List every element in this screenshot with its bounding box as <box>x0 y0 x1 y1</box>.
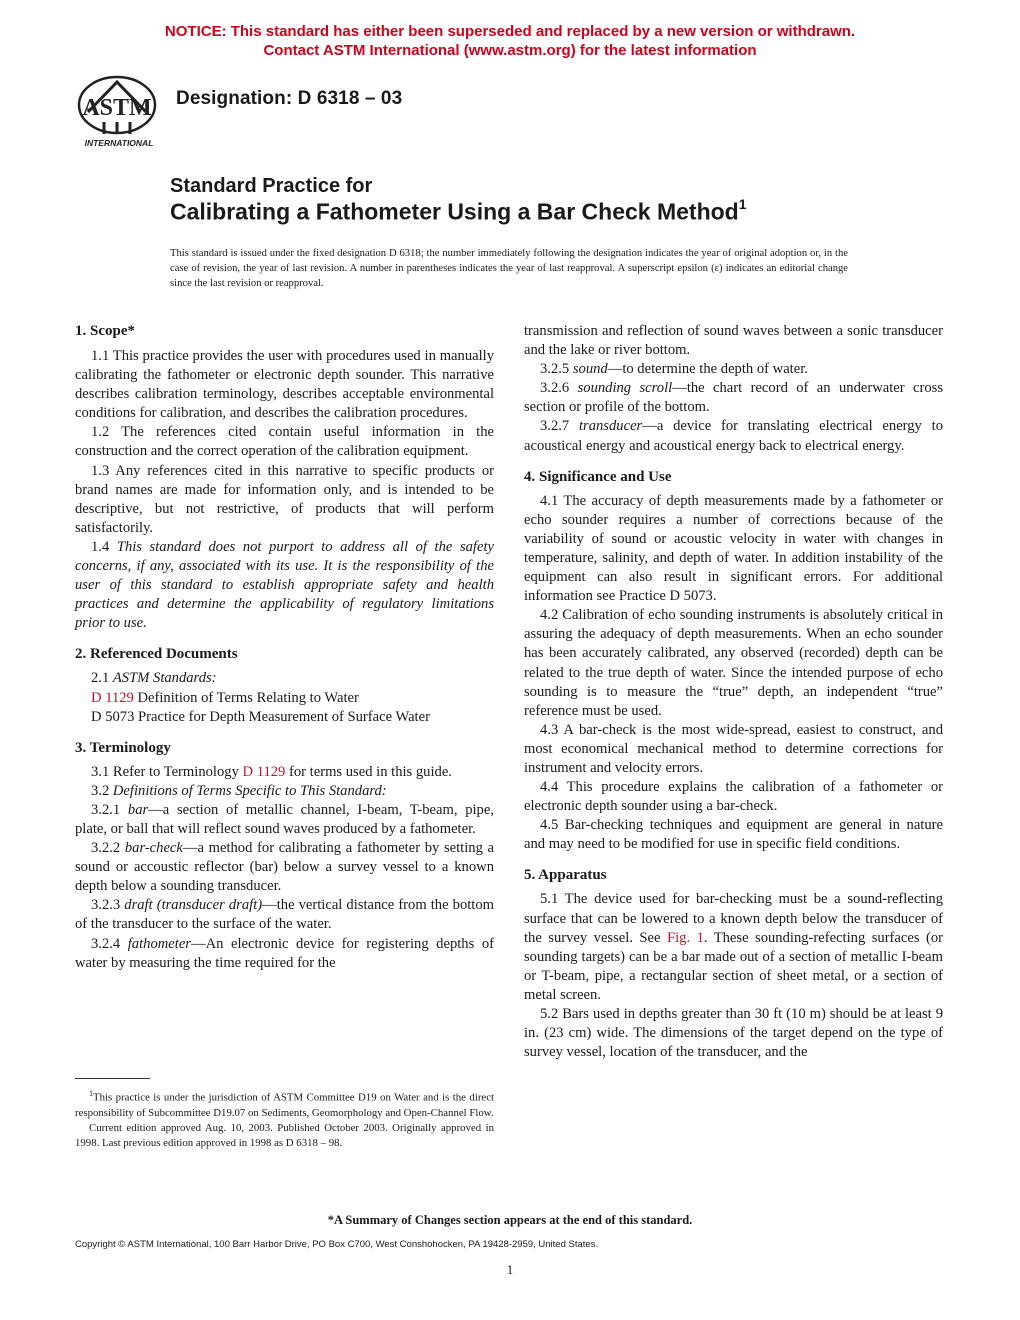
logo-letters: ASTM <box>82 95 152 121</box>
paragraph-number: 1.4 <box>91 538 117 555</box>
definition-bar-check <box>75 839 494 896</box>
definition-text: —An electronic device for registering depths of water by measuring the time required for the <box>75 935 494 971</box>
issuance-statement: This standard is issued under the fixed designation D 6318; the number immediately following the designation indicates the year of original adoption or, in the case of revision, the year of last revision. A number in parentheses indicates the year of last reapproval. A superscript epsilon (ε) indicates an editorial change since the last revision or reapproval. <box>170 248 848 289</box>
definition-fathometer <box>75 935 494 973</box>
reference-d5073: D 5073 Practice for Depth Measurement of Surface Water <box>91 708 430 725</box>
logo-international: INTERNATIONAL <box>84 138 154 148</box>
section-heading-referenced-documents: 2. Referenced Documents <box>75 646 238 663</box>
footnote-text: This practice is under the jurisdiction of ASTM Committee D19 on Water and is the direct responsibility of Subcommittee D19.07 on Sediments, Geomorphology and Open-Channel Flow. <box>75 1091 494 1119</box>
paragraph-number: 3.2 <box>91 782 113 799</box>
paragraph-number: 3.2.6 <box>540 380 578 397</box>
paragraph-2-1 <box>75 669 494 688</box>
page-number: 1 <box>506 1262 514 1277</box>
definition-text: —the chart record of an underwater cross section or profile of the bottom. <box>524 380 944 416</box>
copyright: Copyright © ASTM International, 100 Barr Harbor Drive, PO Box C700, West Conshohocken, PA 19428-2959, United States. <box>75 1239 599 1250</box>
paragraph-number: 3.2.4 <box>91 935 128 952</box>
defined-term: transducer <box>578 418 643 435</box>
section-heading-apparatus: 5. Apparatus <box>524 867 607 884</box>
footnote-divider <box>75 1078 150 1079</box>
definition-transducer <box>524 417 943 455</box>
left-column <box>75 322 494 973</box>
paragraph-4-2: 4.2 Calibration of echo sounding instruments is absolutely critical in assuring the adequacy of depth measurements. When an echo sounder has been accurately calibrated, any observed (recorded) depth can be related to the true depth of water. Since the intended purpose of echo sounding is to measure the “true” depth, an independent “true” reference must be used. <box>524 607 943 719</box>
reference-d1129 <box>75 689 494 708</box>
paragraph-1-4 <box>75 538 494 633</box>
paragraph-text: 3.1 Refer to Terminology <box>91 763 243 780</box>
paragraph-number: 2.1 <box>91 670 113 687</box>
reference-link-d1129[interactable]: D 1129 <box>91 689 134 706</box>
figure-link-fig-1[interactable]: Fig. 1 <box>666 929 704 946</box>
paragraph-number: 3.2.1 <box>91 801 128 818</box>
paragraph-text: for terms used in this guide. <box>285 763 452 780</box>
defined-term: sound <box>572 361 608 378</box>
paragraph-4-1: 4.1 The accuracy of depth measurements made by a fathometer or echo sounder requires a number of corrections because of the variability of sound or acoustic velocity in water with changes in temperature, salinity, and depth of water. In addition instability of the equipment can also result in significant errors. For additional information see Practice D 5073. <box>524 492 943 605</box>
paragraph-5-1 <box>524 890 943 1005</box>
definition-text: —a section of metallic channel, I-beam, T-beam, pipe, plate, or ball that will reflect sound waves produced by a fathometer. <box>75 801 494 837</box>
section-heading-scope: 1. Scope* <box>75 323 135 339</box>
paragraph-3-2 <box>75 782 494 801</box>
paragraph-number: 3.2.7 <box>540 418 579 435</box>
reference-title: Definition of Terms Relating to Water <box>133 689 359 706</box>
paragraph-1-3: 1.3 Any references cited in this narrative to specific products or brand names are made for information only, and is intended to be descriptive, but not restrictive, of products that will perform satisfactorily. <box>75 462 494 536</box>
paragraph-number: 3.2.5 <box>540 361 573 378</box>
defined-term: bar <box>127 801 149 818</box>
definition-draft <box>75 896 494 934</box>
right-column <box>524 322 943 1062</box>
defined-term: fathometer <box>127 935 191 952</box>
notice-line-2: Contact ASTM International (www.astm.org) for the latest information <box>263 42 757 59</box>
definition-sounding-scroll <box>524 379 943 417</box>
terminology-link-d1129[interactable]: D 1129 <box>242 763 286 780</box>
designation: Designation: D 6318 – 03 <box>176 88 403 109</box>
definition-text: —to determine the depth of water. <box>607 361 808 378</box>
definition-bar <box>75 801 494 839</box>
title-line-2 <box>170 198 747 226</box>
astm-logo-icon <box>74 72 164 152</box>
notice-line-1: NOTICE: This standard has either been superseded and replaced by a new version or withdrawn. <box>164 23 856 40</box>
definition-text: —the vertical distance from the bottom of the transducer to the surface of the water. <box>75 897 494 933</box>
definition-text: —a device for translating electrical energy to acoustical energy and acoustical energy back to electrical energy. <box>524 418 943 454</box>
title-text: Calibrating a Fathometer Using a Bar Check Method <box>170 198 739 225</box>
paragraph-number: 3.2.3 <box>91 897 125 914</box>
footnote <box>75 1086 494 1151</box>
astm-standards-label: ASTM Standards: <box>112 670 217 687</box>
title-footnote-mark: 1 <box>738 196 747 212</box>
defined-term: sounding scroll <box>577 380 673 397</box>
title-line-1: Standard Practice for <box>170 175 373 197</box>
section-heading-significance: 4. Significance and Use <box>524 468 672 485</box>
paragraph-4-4: 4.4 This procedure explains the calibration of a fathometer or electronic depth sounder using a bar-check. <box>524 779 943 815</box>
defined-term: bar-check <box>124 840 183 857</box>
paragraph-4-5: 4.5 Bar-checking techniques and equipment are general in nature and may need to be modified for use in specific field conditions. <box>524 817 943 853</box>
astm-logo <box>74 72 164 152</box>
definition-sound <box>524 360 943 379</box>
paragraph-5-2: 5.2 Bars used in depths greater than 30 ft (10 m) should be at least 9 in. (23 cm) wide. The dimensions of the target depend on the type of survey vessel, location of the transducer, and the <box>524 1006 943 1061</box>
paragraph-4-3: 4.3 A bar-check is the most wide-spread, easiest to construct, and most economical mechanical method to determine corrections for instrument and velocity errors. <box>524 721 943 776</box>
paragraph-3-1 <box>75 763 494 782</box>
paragraph-number: 3.2.2 <box>91 840 125 857</box>
footnote-edition: Current edition approved Aug. 10, 2003. Published October 2003. Originally approved in 1998. Last previous edition approved in 1998 as D 6318 – 98. <box>75 1121 494 1149</box>
definition-text: —a method for calibrating a fathometer by setting a sound or accoustic reflector (bar) below a survey vessel to a known depth below a sounding transducer. <box>75 840 494 895</box>
paragraph-text: 5.1 The device used for bar-checking must be a sound-reflecting surface that can be lowered to a known depth below the transducer of the survey vessel. See <box>524 891 943 946</box>
footnote-mark: 1 <box>89 1089 93 1098</box>
footnote-1 <box>75 1086 494 1121</box>
paragraph-1-2: 1.2 The references cited contain useful information in the construction and the correct operation of the calibration equipment. <box>75 424 494 460</box>
definition-fathometer-continued: transmission and reflection of sound waves between a sonic transducer and the lake or river bottom. <box>524 323 943 359</box>
withdrawal-notice <box>0 22 1020 60</box>
safety-statement: This standard does not purport to address all of the safety concerns, if any, associated with its use. It is the responsibility of the user of this standard to establish appropriate safety and health practices and determine the applicability of regulatory limitations prior to use. <box>75 538 494 632</box>
paragraph-text: . These sounding-refecting surfaces (or sounding targets) can be a bar made out of a section of metallic I-beam or T-beam, pipe, a rectangular section of sheet metal, or a section of metal screen. <box>524 929 944 1003</box>
paragraph-1-1: 1.1 This practice provides the user with procedures used in manually calibrating the fathometer or electronic depth sounder. This narrative describes calibration terminology, describes acceptable environmental conditions for calibration, and describes the calibration procedures. <box>75 348 494 422</box>
defined-term: draft (transducer draft) <box>124 897 263 914</box>
section-heading-terminology: 3. Terminology <box>75 739 171 756</box>
definitions-label: Definitions of Terms Specific to This Standard: <box>112 782 387 799</box>
summary-of-changes-note: *A Summary of Changes section appears at the end of this standard. <box>327 1213 693 1227</box>
